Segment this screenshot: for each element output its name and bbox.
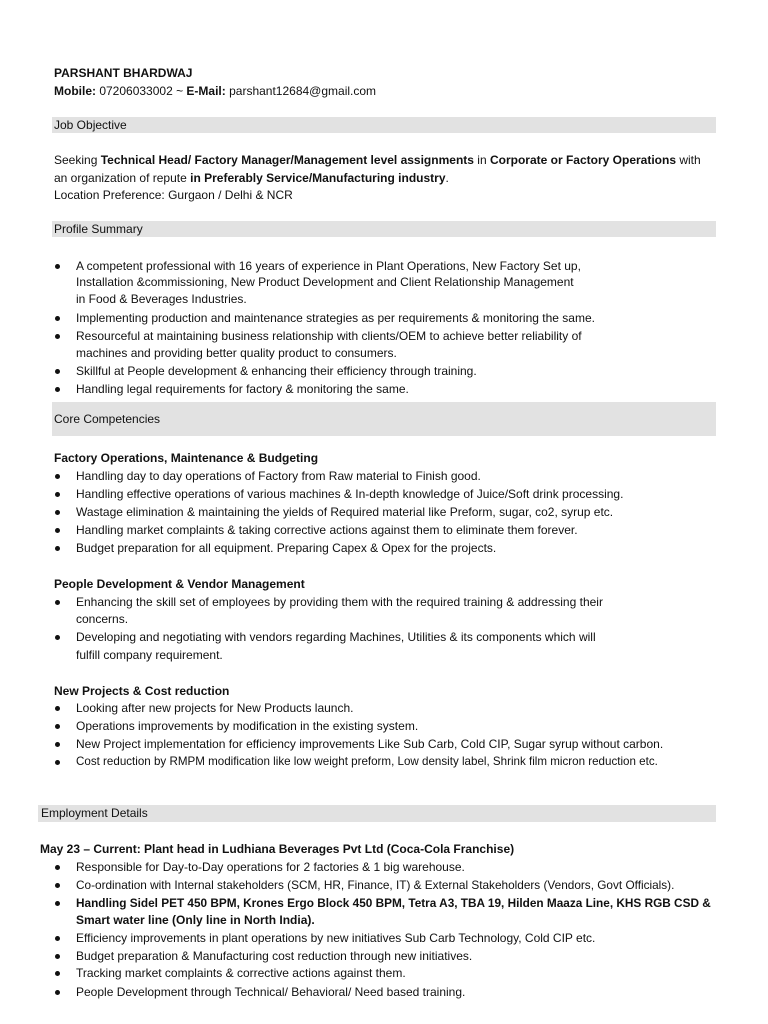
summary-line: Skillful at People development & enhancing their efficiency through training. bbox=[76, 364, 477, 378]
competency-line: Handling market complaints & taking corrective actions against them to eliminate them forever. bbox=[76, 523, 578, 537]
bullet-icon bbox=[55, 990, 60, 995]
summary-line: in Food & Beverages Industries. bbox=[76, 292, 247, 306]
objective-line-1 bbox=[54, 152, 701, 168]
responsibility-line: Tracking market complaints & corrective actions against them. bbox=[76, 966, 406, 980]
core-competencies-heading: Core Competencies bbox=[54, 412, 161, 426]
competency-line: Handling day to day operations of Factory from Raw material to Finish good. bbox=[76, 469, 481, 483]
competency-line: concerns. bbox=[76, 612, 129, 626]
mobile-number: 07206033002 ~ bbox=[96, 84, 187, 98]
objective-text: with bbox=[676, 153, 701, 167]
summary-line: Implementing production and maintenance strategies as per requirements & monitoring the same. bbox=[76, 311, 595, 325]
bullet-icon bbox=[55, 510, 60, 515]
competency-line: Wastage elimination & maintaining the yields of Required material like Preform, sugar, co2, syrup etc. bbox=[76, 505, 614, 519]
responsibility-line: Efficiency improvements in plant operations by new initiatives Sub Carb Technology, Cold CIP etc. bbox=[76, 931, 596, 945]
core-competencies-heading-bar bbox=[52, 402, 716, 436]
summary-line: A competent professional with 16 years of experience in Plant Operations, New Factory Set up, bbox=[76, 259, 581, 273]
bullet-icon bbox=[55, 264, 60, 269]
bullet-icon bbox=[55, 901, 60, 906]
bullet-icon bbox=[55, 706, 60, 711]
responsibility-line: Smart water line (Only line in North India). bbox=[76, 913, 315, 927]
objective-industry: in Preferably Service/Manufacturing industry bbox=[190, 171, 446, 185]
responsibility-line: People Development through Technical/ Behavioral/ Need based training. bbox=[76, 985, 466, 999]
summary-line: Handling legal requirements for factory & monitoring the same. bbox=[76, 382, 409, 396]
competency-line: Cost reduction by RMPM modification like low weight preform, Low density label, Shrink film micron reduction etc. bbox=[76, 755, 658, 768]
bullet-icon bbox=[55, 334, 60, 339]
bullet-icon bbox=[55, 635, 60, 640]
bullet-icon bbox=[55, 387, 60, 392]
objective-text: Seeking bbox=[54, 153, 101, 167]
bullet-icon bbox=[55, 971, 60, 976]
responsibility-line: Budget preparation & Manufacturing cost reduction through new initiatives. bbox=[76, 949, 473, 963]
summary-line: Installation &commissioning, New Product Development and Client Relationship Management bbox=[76, 275, 574, 289]
bullet-icon bbox=[55, 936, 60, 941]
mobile-label: Mobile: bbox=[54, 84, 96, 98]
profile-summary-heading: Profile Summary bbox=[54, 222, 143, 236]
contact-line bbox=[54, 83, 376, 99]
objective-area: Corporate or Factory Operations bbox=[489, 153, 677, 167]
bullet-icon bbox=[55, 474, 60, 479]
objective-role: Technical Head/ Factory Manager/Management level assignments bbox=[100, 153, 474, 167]
objective-text: an organization of repute bbox=[54, 171, 191, 185]
bullet-icon bbox=[55, 724, 60, 729]
job-title: May 23 – Current: Plant head in Ludhiana Beverages Pvt Ltd (Coca-Cola Franchise) bbox=[40, 842, 515, 856]
bullet-icon bbox=[55, 954, 60, 959]
responsibility-line: Handling Sidel PET 450 BPM, Krones Ergo Block 450 BPM, Tetra A3, TBA 19, Hilden Maaza Line, KHS RGB CSD & bbox=[76, 896, 711, 910]
bullet-icon bbox=[55, 369, 60, 374]
responsibility-line: Co-ordination with Internal stakeholders (SCM, HR, Finance, IT) & External Stakeholders (Vendors, Govt Officials). bbox=[76, 878, 675, 892]
responsibility-line: Responsible for Day-to-Day operations for 2 factories & 1 big warehouse. bbox=[76, 860, 465, 874]
competency-line: Operations improvements by modification in the existing system. bbox=[76, 719, 419, 733]
location-preference: Location Preference: Gurgaon / Delhi & NCR bbox=[54, 188, 293, 202]
summary-line: Resourceful at maintaining business relationship with clients/OEM to achieve better reliability of bbox=[76, 329, 582, 343]
competency-line: Developing and negotiating with vendors regarding Machines, Utilities & its components which will bbox=[76, 630, 596, 644]
email-address: parshant12684@gmail.com bbox=[225, 84, 377, 98]
candidate-name: PARSHANT BHARDWAJ bbox=[54, 66, 193, 80]
competency-line: Looking after new projects for New Products launch. bbox=[76, 701, 354, 715]
bullet-icon bbox=[55, 760, 60, 765]
bullet-icon bbox=[55, 883, 60, 888]
employment-heading-bar bbox=[38, 805, 716, 822]
bullet-icon bbox=[55, 316, 60, 321]
subheading-new-projects: New Projects & Cost reduction bbox=[54, 684, 230, 698]
bullet-icon bbox=[55, 546, 60, 551]
employment-heading: Employment Details bbox=[41, 806, 148, 820]
email-label: E-Mail: bbox=[186, 84, 226, 98]
objective-text: in bbox=[473, 153, 490, 167]
summary-line: machines and providing better quality product to consumers. bbox=[76, 346, 397, 360]
job-objective-heading: Job Objective bbox=[54, 118, 127, 132]
bullet-icon bbox=[55, 528, 60, 533]
job-objective-heading-bar bbox=[52, 117, 716, 133]
subheading-factory-operations: Factory Operations, Maintenance & Budgeting bbox=[54, 451, 319, 465]
competency-line: Enhancing the skill set of employees by providing them with the required training & addressing their bbox=[76, 595, 603, 609]
competency-line: Handling effective operations of various machines & In-depth knowledge of Juice/Soft drink processing. bbox=[76, 487, 624, 501]
objective-text: . bbox=[445, 171, 449, 185]
bullet-icon bbox=[55, 865, 60, 870]
subheading-people-development: People Development & Vendor Management bbox=[54, 577, 305, 591]
competency-line: New Project implementation for efficiency improvements Like Sub Carb, Cold CIP, Sugar syrup without carbon. bbox=[76, 737, 664, 751]
bullet-icon bbox=[55, 742, 60, 747]
bullet-icon bbox=[55, 600, 60, 605]
competency-line: Budget preparation for all equipment. Preparing Capex & Opex for the projects. bbox=[76, 541, 497, 555]
bullet-icon bbox=[55, 492, 60, 497]
profile-summary-heading-bar bbox=[52, 221, 716, 237]
objective-line-2 bbox=[54, 170, 449, 186]
competency-line: fulfill company requirement. bbox=[76, 648, 223, 662]
